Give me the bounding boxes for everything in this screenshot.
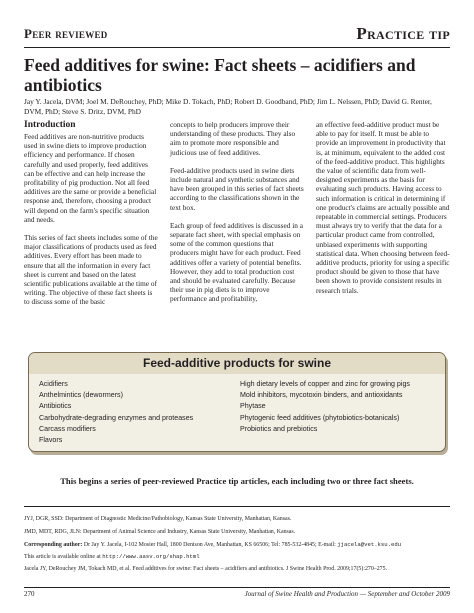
footnote-rule [24, 506, 450, 507]
list-item: Anthelmintics (dewormers) [39, 391, 123, 400]
list-item: Carcass modifiers [39, 424, 96, 433]
online-text: This article is available online at [24, 554, 101, 560]
column-3 [316, 120, 450, 304]
online-availability [24, 553, 450, 561]
corresponding-label: Corresponding author: [24, 542, 83, 548]
corresponding-author [24, 541, 450, 549]
page-number: 270 [24, 590, 35, 598]
box-title: Feed-additive products for swine [29, 353, 445, 374]
paragraph: Feed-additive products used in swine diets include natural and synthetic substances and have been grouped in this series of fact sheets according to the classifications shown in the text box. [170, 165, 304, 212]
paragraph: an effective feed-additive product must be able to pay for itself. It must be able to provide an improvement in productivity that is, at minimum, equivalent to the added cost of the feed-additive product. This highlights the value of scientific data from well-designed experiments as the basis for evaluating such products. Having access to such information is critical in determining if one product's claims are actually possible and repeatable in commercial settings. Producers must always try to verify that the data for a particular product came from controlled, unbiased experiments with supporting statistical data. When choosing between feed-additive products, priority for using a specific product should be given to those that have been shown to provide consistent results in research trials. [316, 120, 450, 295]
box-list-right [240, 379, 440, 435]
list-item: Probiotics and prebiotics [240, 424, 318, 433]
page-header [24, 24, 450, 46]
list-item: Acidifiers [39, 380, 68, 388]
list-item: Antibiotics [39, 402, 72, 411]
paragraph: concepts to help producers improve their understanding of these products. They also aim to promote more responsible and judicious use of feed additives. [170, 120, 296, 157]
paragraph: Each group of feed additives is discussed in a separate fact sheet, with special emphasis on some of the common questions that producers might have for each product. Feed additives offer a variety of potential benefits. However, they add to total production cost and should be evaluated carefully. Because their use in pig diets is to improve performance and profitability, [170, 220, 303, 304]
author-list: Jay Y. Jacela, DVM; Joel M. DeRouchey, PhD; Mike D. Tokach, PhD; Robert D. Goodband, PhD; Jim L. Nelssen, PhD; David G. Renter, DVM, PhD; Steve S. Dritz, DVM, PhD [24, 97, 432, 116]
article-type-label: Practice tip [356, 24, 450, 43]
list-item: Phytogenic feed additives (phytobiotics-botanicals) [240, 413, 400, 422]
online-url-link[interactable]: http://www.aasv.org/shap.html [102, 553, 200, 560]
list-item: Phytase [240, 402, 266, 411]
affiliation-2: JMD, MDT, RDG, JLN: Department of Animal Science and Industry, Kansas State University, Manhattan, Kansas. [24, 529, 296, 535]
list-item: High dietary levels of copper and zinc for growing pigs [240, 380, 410, 388]
corresponding-text: Dr Jay Y. Jacela, I-102 Mosier Hall, 1800 Denison Ave, Manhattan, KS 66506; Tel: 785-532-4845; E-mail: [83, 542, 336, 548]
column-1 [24, 120, 158, 316]
citation: Jacela JY, DeRouchey JM, Tokach MD, et al. Feed additives for swine: Fact sheets – acidifiers and antibiotics. J Swine Health Prod. 2009;17(5):270–275. [24, 566, 388, 572]
footer-rule [24, 587, 450, 588]
list-item: Carbohydrate-degrading enzymes and proteases [39, 413, 194, 422]
article-title: Feed additives for swine: Fact sheets – acidifiers and antibiotics [24, 55, 416, 95]
feed-additive-products-box [28, 352, 446, 452]
section-label: Peer reviewed [24, 26, 108, 41]
introduction-heading: Introduction [24, 120, 76, 130]
journal-issue: Journal of Swine Health and Production — September and October 2009 [244, 590, 450, 598]
column-2 [170, 120, 304, 313]
list-item: Flavors [39, 436, 63, 445]
list-item: Mold inhibitors, mycotoxin binders, and antioxidants [240, 391, 403, 400]
box-list-left [39, 379, 234, 446]
affiliation-1: JYJ, DGR, SSD: Department of Diagnostic Medicine/Pathobiology, Kansas State University, Manhattan, Kansas. [24, 516, 292, 522]
author-email-link[interactable]: jjacela@vet.ksu.edu [337, 541, 402, 548]
paragraph: This series of fact sheets includes some of the major classifications of products used as feed additives. Every effort has been made to ensure that all the information in every fact sheet is current and based on the latest scientific publications available at the time of writing. The objective of these fact sheets is to discuss some of the basic [24, 233, 158, 307]
paragraph: Feed additives are non-nutritive products used in swine diets to improve production efficiency and performance. If chosen carefully and used properly, feed additives can be effective and can help increase the profitability of pig production. Not all feed additives are the same or provide a beneficial response and, therefore, choosing a product will depend on the farm's specific situation and needs. [24, 132, 157, 224]
header-rule [24, 47, 450, 48]
series-note: This begins a series of peer-reviewed Practice tip articles, each including two or three fact sheets. [60, 476, 414, 486]
